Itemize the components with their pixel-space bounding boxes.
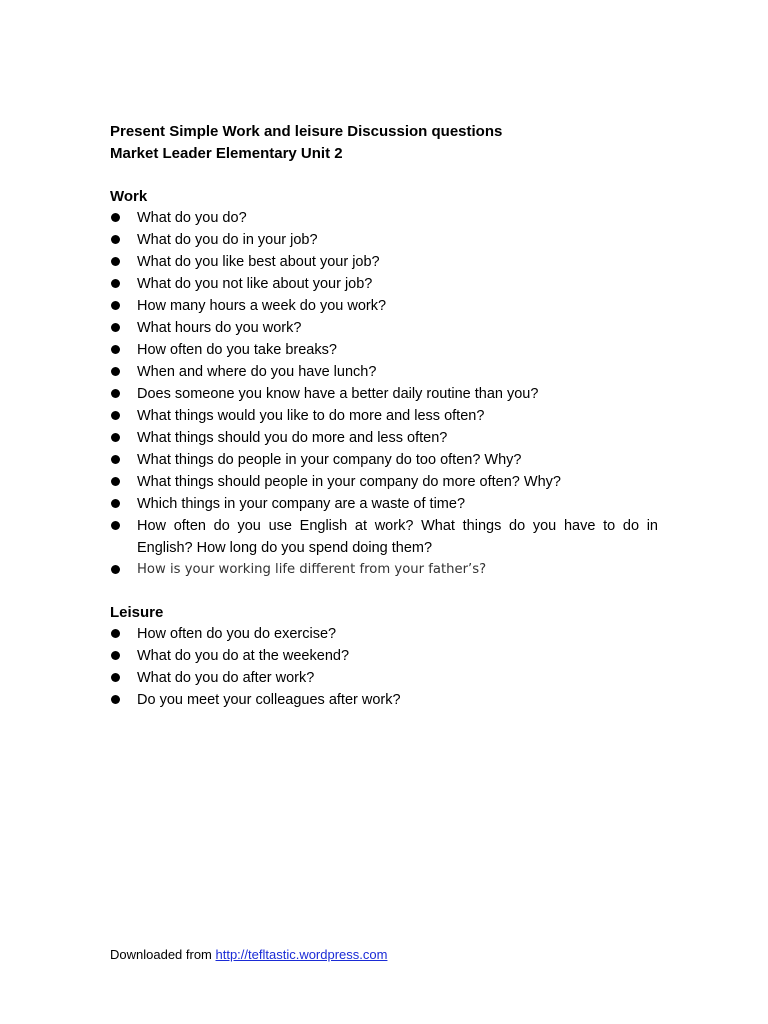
bullet-icon [111, 455, 120, 464]
bullet-icon [111, 651, 120, 660]
list-item [110, 471, 658, 493]
bullet-icon [111, 695, 120, 704]
list-item [110, 559, 658, 581]
list-item [110, 251, 658, 273]
bullet-icon [111, 301, 120, 310]
question-text: How many hours a week do you work? [137, 298, 387, 314]
question-text: What things would you like to do more and less often? [137, 408, 485, 424]
bullet-icon [111, 367, 120, 376]
footer-link[interactable]: http://tefltastic.wordpress.com [215, 947, 388, 962]
document-subtitle: Market Leader Elementary Unit 2 [110, 145, 343, 162]
question-text: What do you do? [137, 210, 247, 226]
section-heading-leisure: Leisure [110, 604, 164, 621]
question-text: Which things in your company are a waste of time? [137, 496, 466, 512]
bullet-icon [111, 521, 120, 530]
list-item [110, 207, 658, 229]
question-text: How is your working life different from your father’s? [137, 562, 487, 577]
question-text: Do you meet your colleagues after work? [137, 692, 401, 708]
bullet-icon [111, 411, 120, 420]
bullet-icon [111, 433, 120, 442]
document-title: Present Simple Work and leisure Discussion questions [110, 123, 503, 140]
list-item [110, 295, 658, 317]
question-text: What do you do at the weekend? [137, 648, 350, 664]
question-text: What things do people in your company do too often? Why? [137, 452, 522, 468]
bullet-icon [111, 257, 120, 266]
footer [110, 946, 387, 964]
list-item [110, 427, 658, 449]
list-item [110, 645, 658, 667]
question-text: What do you do in your job? [137, 232, 318, 248]
list-item [110, 623, 658, 645]
question-text: What do you like best about your job? [137, 254, 380, 270]
list-item [110, 493, 658, 515]
footer-prefix: Downloaded from [110, 947, 216, 962]
question-text: How often do you use English at work? What things do you have to do in English? How long do you spend doing them? [137, 518, 658, 556]
list-item [110, 405, 658, 427]
list-item [110, 667, 658, 689]
list-item [110, 383, 658, 405]
list-item [110, 317, 658, 339]
bullet-icon [111, 673, 120, 682]
bullet-icon [111, 477, 120, 486]
question-text: What do you do after work? [137, 670, 315, 686]
bullet-icon [111, 213, 120, 222]
leisure-question-list [110, 623, 658, 711]
question-text: What hours do you work? [137, 320, 302, 336]
question-text: What do you not like about your job? [137, 276, 373, 292]
bullet-icon [111, 345, 120, 354]
list-item [110, 689, 658, 711]
bullet-icon [111, 235, 120, 244]
list-item [110, 361, 658, 383]
question-text: What things should people in your company do more often? Why? [137, 474, 561, 490]
bullet-icon [111, 499, 120, 508]
bullet-icon [111, 323, 120, 332]
list-item [110, 273, 658, 295]
question-text: Does someone you know have a better daily routine than you? [137, 386, 539, 402]
work-question-list [110, 207, 658, 581]
bullet-icon [111, 279, 120, 288]
question-text: When and where do you have lunch? [137, 364, 377, 380]
list-item [110, 449, 658, 471]
bullet-icon [111, 629, 120, 638]
list-item [110, 515, 658, 559]
question-text: What things should you do more and less often? [137, 430, 448, 446]
section-heading-work: Work [110, 188, 148, 205]
question-text: How often do you do exercise? [137, 626, 337, 642]
list-item [110, 229, 658, 251]
list-item [110, 339, 658, 361]
question-text: How often do you take breaks? [137, 342, 337, 358]
bullet-icon [111, 389, 120, 398]
bullet-icon [111, 565, 120, 574]
